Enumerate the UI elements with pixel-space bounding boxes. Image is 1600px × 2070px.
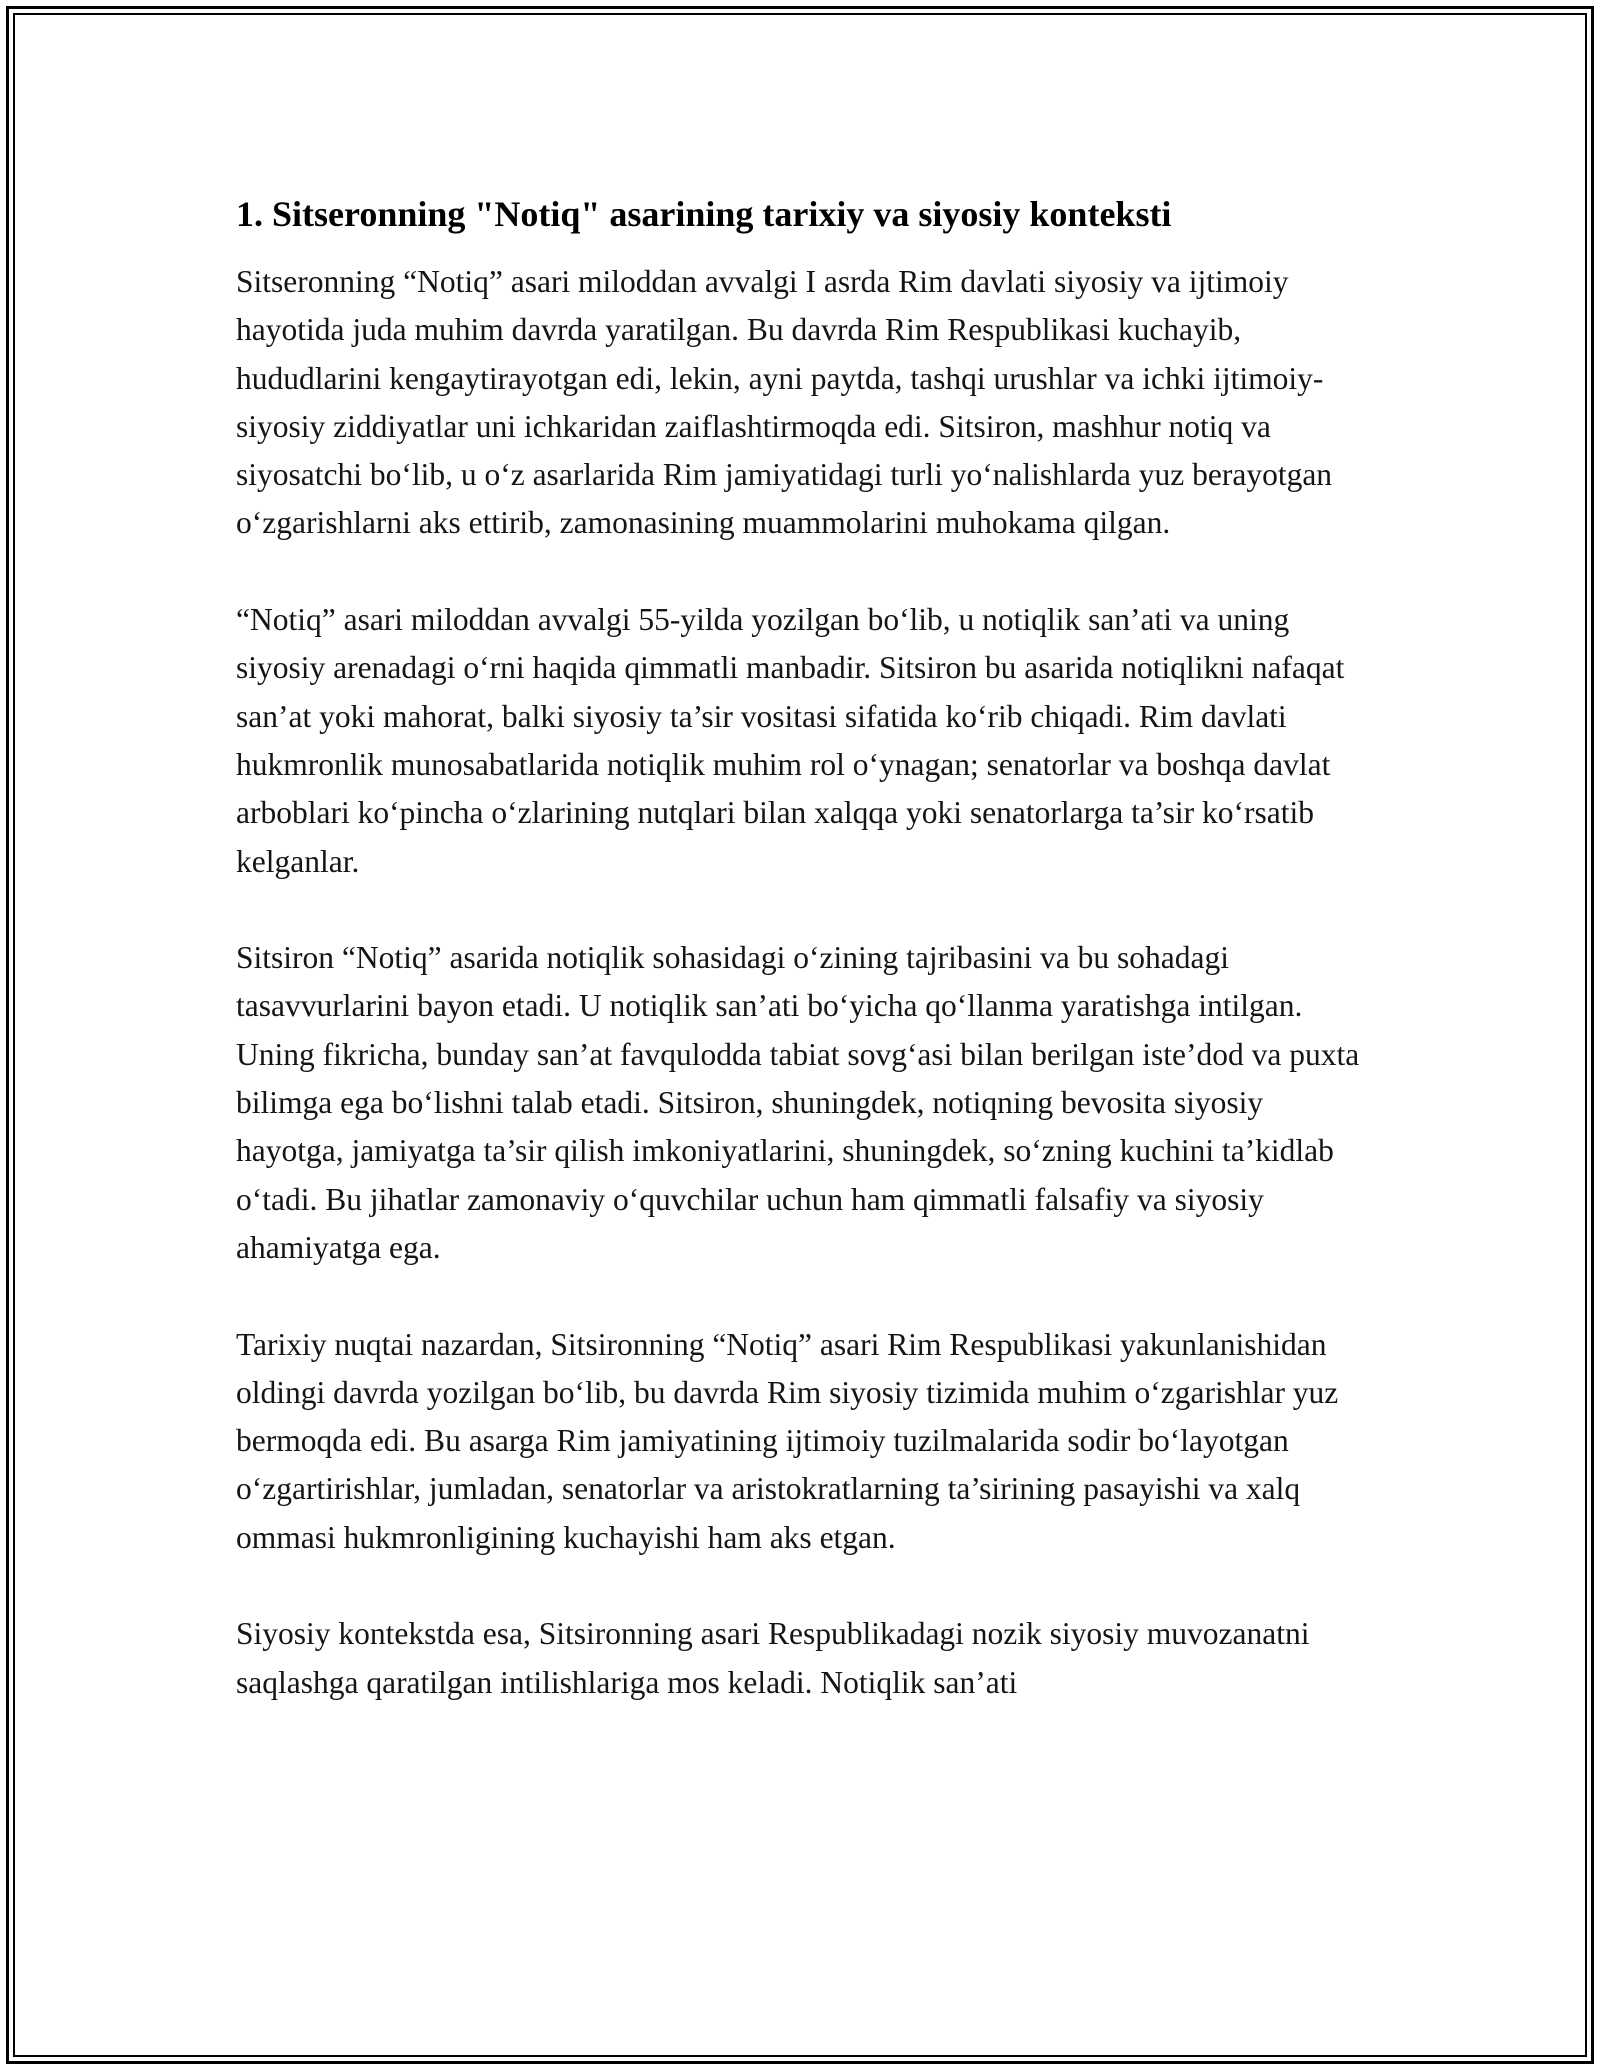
paragraph-2: “Notiq” asari miloddan avvalgi 55-yilda yozilgan bo‘lib, u notiqlik san’ati va uning siyosiy arenadagi o‘rni haqida qimmatli manbadir. Sitsiron bu asarida notiqlikni nafaqat san’at yoki mahorat, balki siyosiy ta’sir vositasi sifatida ko‘rib chiqadi. Rim davlati hukmronlik munosabatlarida notiqlik muhim rol o‘ynagan; senatorlar va boshqa davlat arboblari ko‘pincha o‘zlarining nutqlari bilan xalqqa yoki senatorlarga ta’sir ko‘rsatib kelganlar. xyxy=(236,602,1345,879)
section-heading: 1. Sitseronning "Notiq" asarining tarixiy va siyosiy konteksti xyxy=(236,194,1172,234)
paragraph-5: Siyosiy kontekstda esa, Sitsironning asari Respublikadagi nozik siyosiy muvozanatni saqlashga qaratilgan intilishlariga mos keladi. Notiqlik san’ati xyxy=(236,1616,1310,1700)
paragraph-3: Sitsiron “Notiq” asarida notiqlik sohasidagi o‘zining tajribasini va bu sohadagi tasavvurlarini bayon etadi. U notiqlik san’ati bo‘yicha qo‘llanma yaratishga intilgan. Uning fikricha, bunday san’at favqulodda tabiat sovg‘asi bilan berilgan iste’dod va puxta bilimga ega bo‘lishni talab etadi. Sitsiron, shuningdek, notiqning bevosita siyosiy hayotga, jamiyatga ta’sir qilish imkoniyatlarini, shuningdek, so‘zning kuchini ta’kidlab o‘tadi. Bu jihatlar zamonaviy o‘quvchilar uchun ham qimmatli falsafiy va siyosiy ahamiyatga ega. xyxy=(236,940,1360,1265)
paragraph-1: Sitseronning “Notiq” asari miloddan avvalgi I asrda Rim davlati siyosiy va ijtimoiy hayotida juda muhim davrda yaratilgan. Bu davrda Rim Respublikasi kuchayib, hududlarini kengaytirayotgan edi, lekin, ayni paytda, tashqi urushlar va ichki ijtimoiy-siyosiy ziddiyatlar uni ichkaridan zaiflashtirmoqda edi. Sitsiron, mashhur notiq va siyosatchi bo‘lib, u o‘z asarlarida Rim jamiyatidagi turli yo‘nalishlarda yuz berayotgan o‘zgarishlarni aks ettirib, zamonasining muammolarini muhokama qilgan. xyxy=(236,264,1333,541)
paragraph-4: Tarixiy nuqtai nazardan, Sitsironning “Notiq” asari Rim Respublikasi yakunlanishidan oldingi davrda yozilgan bo‘lib, bu davrda Rim siyosiy tizimida muhim o‘zgarishlar yuz bermoqda edi. Bu asarga Rim jamiyatining ijtimoiy tuzilmalarida sodir bo‘layotgan o‘zgartirishlar, jumladan, senatorlar va aristokratlarning ta’sirining pasayishi va xalq ommasi hukmronligining kuchayishi ham aks etgan. xyxy=(236,1326,1339,1555)
document-body xyxy=(236,190,1366,1755)
